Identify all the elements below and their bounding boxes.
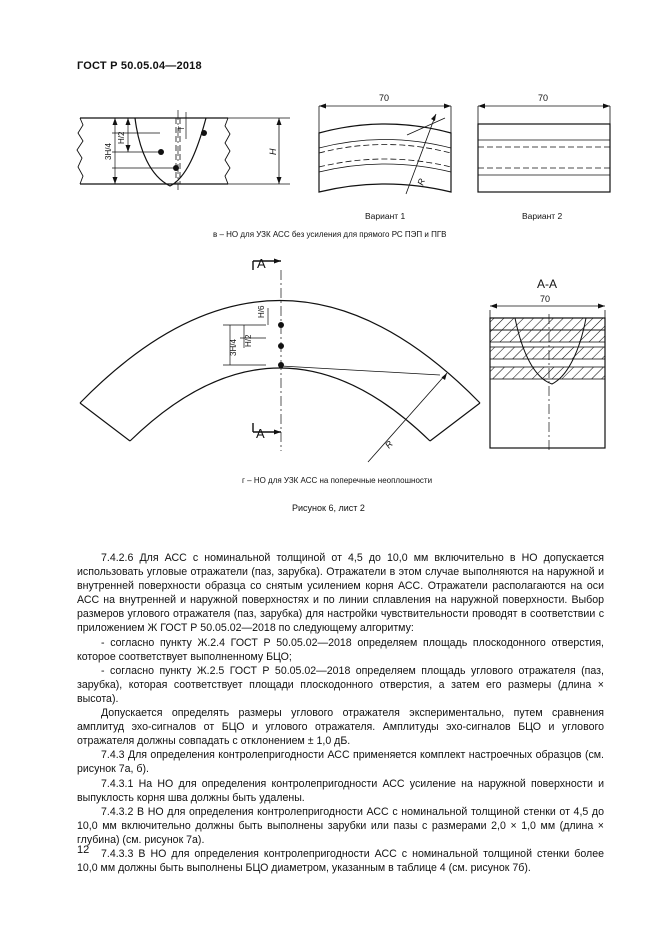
document-number-header: ГОСТ Р 50.05.04—2018 <box>77 60 202 72</box>
dim-h6: H/6 <box>257 305 266 318</box>
variant-2-width-label: 70 <box>538 93 549 103</box>
section-mark-bottom: А <box>256 426 265 441</box>
dim-three-h4-g: 3H/4 <box>229 339 238 356</box>
figure-caption: Рисунок 6, лист 2 <box>292 503 365 513</box>
figure-g-caption: г – НО для УЗК АСС на поперечные неоплошности <box>242 476 433 485</box>
section-aa-width-label: 70 <box>540 294 551 304</box>
variant-1-width-label: 70 <box>379 93 390 103</box>
paragraph-7-4-3: 7.4.3 Для определения контролепригодности АСС применяется комплект настроечных образцов (см. рисунок 7а, б). <box>77 749 604 776</box>
dim-h2-g: H/2 <box>244 334 253 347</box>
body-text <box>77 551 604 875</box>
paragraph-7-4-3-2: 7.4.3.2 В НО для определения контролепригодности АСС с номинальной толщиной стенки от 4,5 до 10,0 мм включительно должны быть выполнены зарубки или пазы с размерами 2,0 × 1,0 мм (длина × глубина) (см. рисунок 7а). <box>77 805 604 846</box>
paragraph-7-4-3-1: 7.4.3.1 На НО для определения контролепригодности АСС усиление на наружной поверхности и выпуклость корня шва должны быть удалены. <box>77 777 604 804</box>
variant-1-label: Вариант 1 <box>365 211 406 221</box>
paragraph-7-4-2-6: 7.4.2.6 Для АСС с номинальной толщиной от 4,5 до 10,0 мм включительно в НО допускается использовать угловые отражатели (паз, зарубка). Отражатели в этом случае выполняются на наружной и внутренней поверхности образца со снятым усилением корня АСС. Отражатели располагаются на оси АСС на внутренней и наружной поверхностях и по линии сплавления на наружной поверхности. Выбор размеров углового отражателя (паз, зарубка) для настройки чувствительности проводят в соответствии с приложением Ж ГОСТ Р 50.05.02—2018 по следующему алгоритму: <box>77 552 604 635</box>
variant-1-radius-label: R <box>415 177 428 187</box>
dim-three-h4: 3H/4 <box>104 143 113 160</box>
variant-2-label: Вариант 2 <box>522 211 563 221</box>
section-aa-title: А-А <box>537 277 558 291</box>
dim-h2: H/2 <box>117 131 126 144</box>
paragraph-7-4-3-3: 7.4.3.3 В НО для определения контролепригодности АСС с номинальной толщиной стенки более 10,0 мм должны быть выполнены БЦО диаметром, указанным в таблице 4 (см. рисунок 7б). <box>77 847 604 875</box>
dim-h: H <box>268 148 278 155</box>
variant-2-drawing <box>478 106 610 192</box>
variant-1-drawing <box>319 106 451 194</box>
list-item: - согласно пункту Ж.2.5 ГОСТ Р 50.05.02—2018 определяем площадь углового отражателя (паз, зарубка), которая соответствует площади плоскодонного отверстия, а затем его размеры (длина × высота). <box>77 664 604 705</box>
dim-r-g: R <box>383 438 395 451</box>
list-item: - согласно пункту Ж.2.4 ГОСТ Р 50.05.02—2018 определяем площадь плоскодонного отверстия, которое соответствует выполненному БЦО; <box>77 636 604 663</box>
section-aa-drawing <box>490 306 605 450</box>
section-mark-top: А <box>257 256 266 271</box>
page-number: 12 <box>77 844 90 856</box>
figure-v-caption: в – НО для УЗК АСС без усиления для прямого РС ПЭП и ПГВ <box>213 230 447 239</box>
dim-t: T <box>177 126 186 131</box>
paragraph-experimental: Допускается определять размеры углового отражателя экспериментально, путем сравнения амплитуд эхо-сигналов от БЦО и углового отражателя. Амплитуды эхо-сигналов БЦО и углового отражателя должны совпадать с отклонением ± 1,0 дБ. <box>77 707 604 748</box>
